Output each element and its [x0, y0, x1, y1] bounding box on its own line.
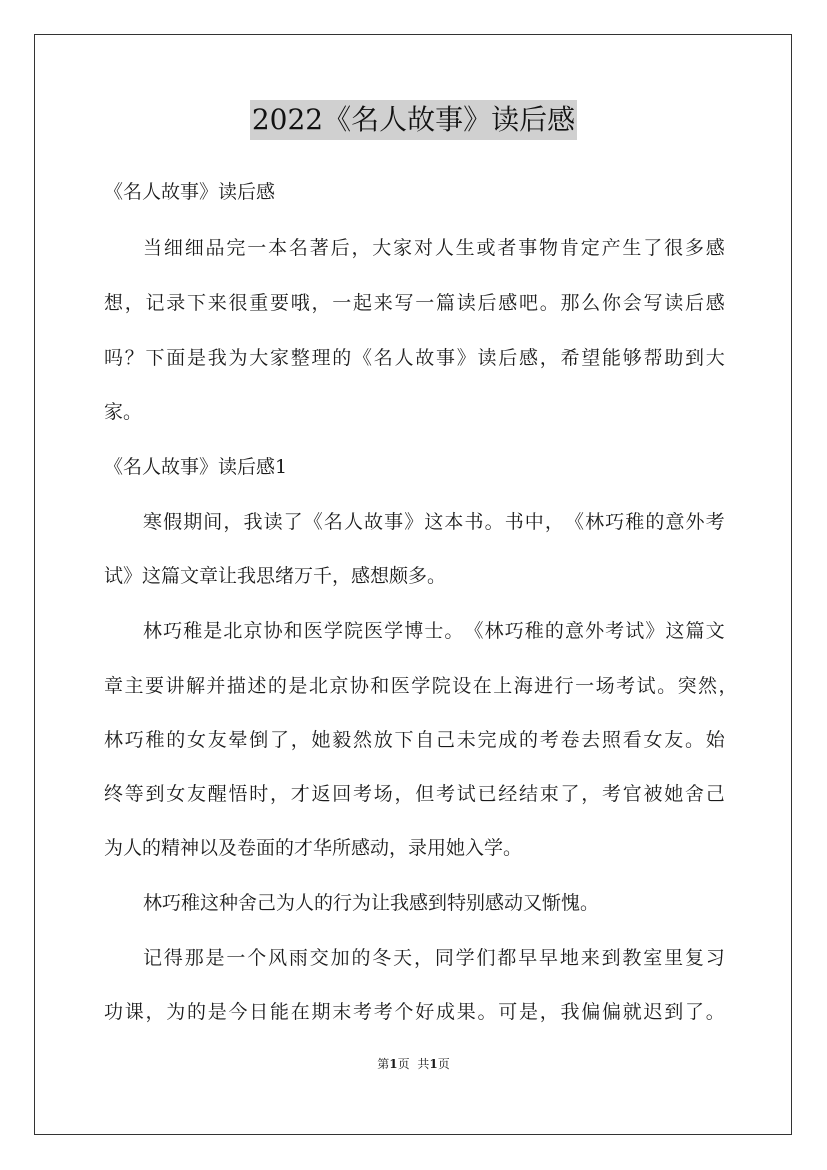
subtitle-line: 《名人故事》读后感	[104, 181, 276, 203]
footer-total-pages: 1	[429, 1057, 438, 1071]
page-footer	[0, 1056, 827, 1072]
paragraph-line: 林巧稚这种舍己为人的行为让我感到特别感动又惭愧。	[143, 892, 600, 914]
paragraph-line: 寒 假 期 间 ， 我 读 了 《 名 人 故 事 》 这 本 书 。 书 中 ， 《 林 巧 稚 的 意 外 考	[143, 511, 725, 533]
paragraph-line: 记 得 那 是 一 个 风 雨 交 加 的 冬 天 ， 同 学 们 都 早 早 地 来 到 教 室 里 复 习	[143, 947, 725, 969]
paragraph-line: 林 巧 稚 是 北 京 协 和 医 学 院 医 学 博 士 。 《 林 巧 稚 的 意 外 考 试 》 这 篇 文	[143, 620, 725, 642]
footer-prefix: 第	[377, 1057, 390, 1071]
paragraph-line: 林 巧 稚 的 女 友 晕 倒 了 ， 她 毅 然 放 下 自 己 未 完 成 的 考 卷 去 照 看 女 友 。 始	[104, 729, 725, 751]
paragraph-line: 章 主 要 讲 解 并 描 述 的 是 北 京 协 和 医 学 院 设 在 上 海 进 行 一 场 考 试 。 突 然 ，	[104, 675, 738, 697]
footer-page-suffix: 页	[397, 1057, 410, 1071]
paragraph-line: 家。	[104, 401, 143, 423]
document-title: 2022《名人故事》读后感	[250, 100, 577, 140]
paragraph-line: 终 等 到 女 友 醒 悟 时 ， 才 返 回 考 场 ， 但 考 试 已 经 结 束 了 ， 考 官 被 她 舍 己	[104, 783, 725, 805]
title-container	[0, 100, 827, 140]
section-heading: 《名人故事》读后感1	[104, 456, 288, 478]
paragraph-line: 吗 ？ 下 面 是 我 为 大 家 整 理 的 《 名 人 故 事 》 读 后 感 ， 希 望 能 够 帮 助 到 大	[104, 347, 725, 369]
paragraph-line: 试》这篇文章让我思绪万千，感想颇多。	[104, 565, 447, 587]
footer-page-number: 1	[389, 1057, 398, 1071]
footer-total-suffix: 页	[437, 1057, 450, 1071]
footer-total-prefix: 共	[417, 1057, 430, 1071]
paragraph-line: 为人的精神以及卷面的才华所感动，录用她入学。	[104, 837, 523, 859]
paragraph-line: 当 细 细 品 完 一 本 名 著 后 ， 大 家 对 人 生 或 者 事 物 肯 定 产 生 了 很 多 感	[143, 237, 725, 259]
paragraph-line: 想 ， 记 录 下 来 很 重 要 哦 ， 一 起 来 写 一 篇 读 后 感 吧 。 那 么 你 会 写 读 后 感	[104, 292, 725, 314]
paragraph-line: 功 课 ， 为 的 是 今 日 能 在 期 末 考 考 个 好 成 果 。 可 是 ， 我 偏 偏 就 迟 到 了 。	[104, 1001, 725, 1023]
